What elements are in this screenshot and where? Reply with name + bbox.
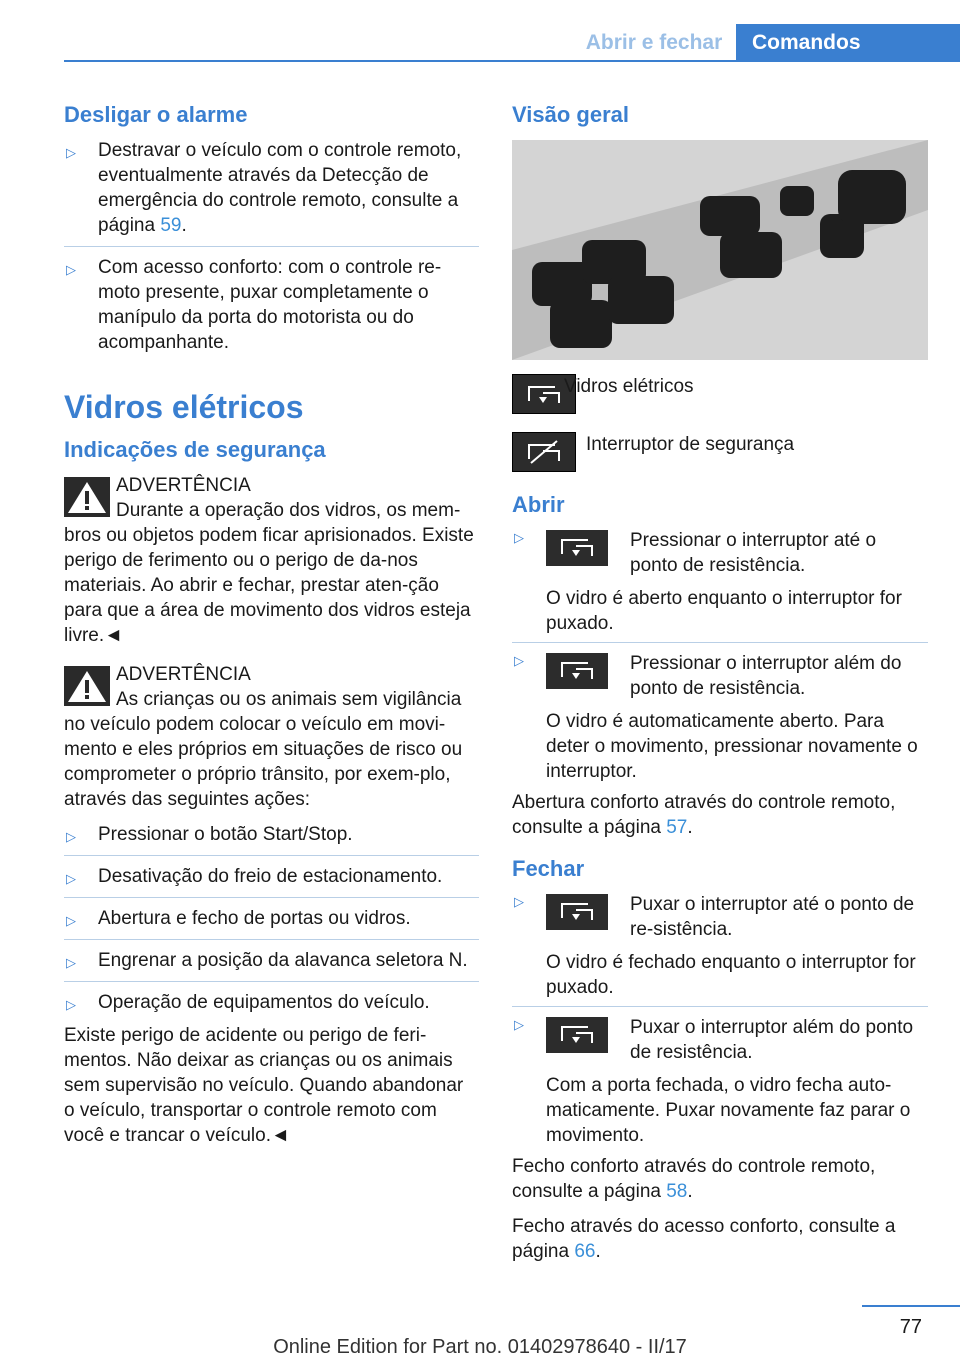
list-item [64,948,479,973]
divider [64,981,479,982]
punct: . [687,817,693,838]
page-header [0,0,960,62]
list-item [64,822,479,847]
edition-footer: Online Edition for Part no. 01402978640 - II/17 [273,1336,687,1358]
window-switch-photo [512,140,928,360]
divider [64,897,479,898]
paragraph-text: Fecho através do acesso conforto, consulte a página [512,1216,896,1262]
warning-title: ADVERTÊNCIA [116,664,251,685]
close-step-text: Puxar o interruptor além do ponto de resistência. [630,1017,914,1063]
open-step-result: O vidro é aberto enquanto o interruptor for puxado. [546,588,902,634]
footer-rule [862,1305,960,1307]
page-link[interactable]: 58 [666,1181,688,1202]
divider [512,1006,928,1007]
bullet-triangle-icon: ▷ [514,1017,524,1032]
page-link[interactable]: 66 [574,1241,596,1262]
alarm-heading: Desligar o alarme [64,102,248,127]
bullet-triangle-icon: ▷ [514,530,524,545]
safety-switch-icon [512,432,576,472]
action-text: Engrenar a posição da alavanca seletora N. [98,950,468,971]
open-heading: Abrir [512,492,565,517]
page-link[interactable]: 57 [666,817,688,838]
bullet-triangle-icon: ▷ [66,997,76,1012]
legend-row [512,374,928,422]
bullet-triangle-icon: ▷ [66,913,76,928]
close-step-result: O vidro é fechado enquanto o interruptor for puxado. [546,952,916,998]
alarm-item-text: Destravar o veículo com o controle remoto, eventualmente através da Detecção de emergência do controle remoto, consulte a página [98,140,462,236]
legend-text: Vidros elétricos [564,376,694,397]
close-step-text: Puxar o interruptor até o ponto de re-sistência. [630,894,915,940]
divider [64,939,479,940]
action-text: Abertura e fecho de portas ou vidros. [98,908,411,929]
list-item [512,892,928,1000]
warning-triangle-icon [64,477,110,517]
alarm-item-text: Com acesso conforto: com o controle re-moto presente, puxar completamente o manípulo da porta do motorista ou do acompanhante. [98,257,442,353]
close-heading: Fechar [512,856,585,881]
window-switch-icon [546,1017,608,1053]
list-item [64,906,479,931]
safety-heading: Indicações de segurança [64,437,326,462]
punct: . [687,1181,693,1202]
action-text: Pressionar o botão Start/Stop. [98,824,353,845]
bullet-triangle-icon: ▷ [66,145,76,160]
header-rule [64,60,960,62]
close-remote-paragraph [512,1154,928,1204]
list-item [512,1015,928,1148]
page-link[interactable]: 59 [160,215,182,236]
page-number: 77 [899,1316,922,1338]
bullet-triangle-icon: ▷ [66,955,76,970]
list-item [64,255,479,355]
window-switch-icon [546,894,608,930]
window-switch-icon [546,653,608,689]
open-remote-paragraph [512,790,928,840]
bullet-triangle-icon: ▷ [514,653,524,668]
tab-comandos[interactable]: Comandos [736,24,960,62]
punct: . [595,1241,601,1262]
legend-row [512,432,928,480]
overview-heading: Visão geral [512,102,629,127]
warning-text: bros ou objetos podem ficar aprisionados. Existe perigo de ferimento ou o perigo de da-nos materiais. Ao abrir e fechar, prestar aten-ção para que a área de movimento dos vidros esteja livre.◄ [64,525,474,646]
action-text: Operação de equipamentos do veículo. [98,992,430,1013]
action-text: Desativação do freio de estacionamento. [98,866,443,887]
legend-text: Interruptor de segurança [586,434,795,455]
closing-paragraph: Existe perigo de acidente ou perigo de feri-mentos. Não deixar as crianças ou os animais sem supervisão no veículo. Quando abandonar o veículo, transportar o controle remoto com você e trancar o veículo.◄ [64,1025,464,1146]
divider [64,246,479,247]
list-item [64,138,479,238]
warning-text: As crianças ou os animais sem vigilância [116,689,462,710]
left-column [64,100,479,1158]
list-item [512,528,928,636]
right-column [512,100,928,1274]
open-step-result: O vidro é automaticamente aberto. Para deter o movimento, pressionar novamente o interruptor. [546,711,918,782]
bullet-triangle-icon: ▷ [66,871,76,886]
bullet-triangle-icon: ▷ [66,262,76,277]
divider [512,642,928,643]
tab-abrir-e-fechar[interactable]: Abrir e fechar [585,31,723,54]
bullet-triangle-icon: ▷ [66,829,76,844]
warning-block [64,662,479,812]
paragraph-text: Fecho conforto através do controle remoto, consulte a página [512,1156,876,1202]
paragraph-text: Abertura conforto através do controle remoto, consulte a página [512,792,896,838]
warning-text: no veículo podem colocar o veículo em movi-mento e eles próprios em situações de risco ou comprometer o próprio trânsito, por exem-plo, através das seguintes ações: [64,714,463,810]
punct: . [181,215,187,236]
list-item [64,990,479,1015]
window-switch-icon [546,530,608,566]
open-step-text: Pressionar o interruptor além do ponto de resistência. [630,653,902,699]
list-item [512,651,928,784]
comfort-paragraph [512,1214,928,1264]
section-title: Vidros elétricos [64,389,304,425]
bullet-triangle-icon: ▷ [514,894,524,909]
warning-triangle-icon [64,666,110,706]
list-item [64,864,479,889]
warning-block [64,473,479,648]
close-step-result: Com a porta fechada, o vidro fecha auto-maticamente. Puxar novamente faz parar o movimento. [546,1075,911,1146]
divider [64,855,479,856]
open-step-text: Pressionar o interruptor até o ponto de resistência. [630,530,877,576]
warning-text: Durante a operação dos vidros, os mem- [116,500,461,521]
warning-title: ADVERTÊNCIA [116,475,251,496]
